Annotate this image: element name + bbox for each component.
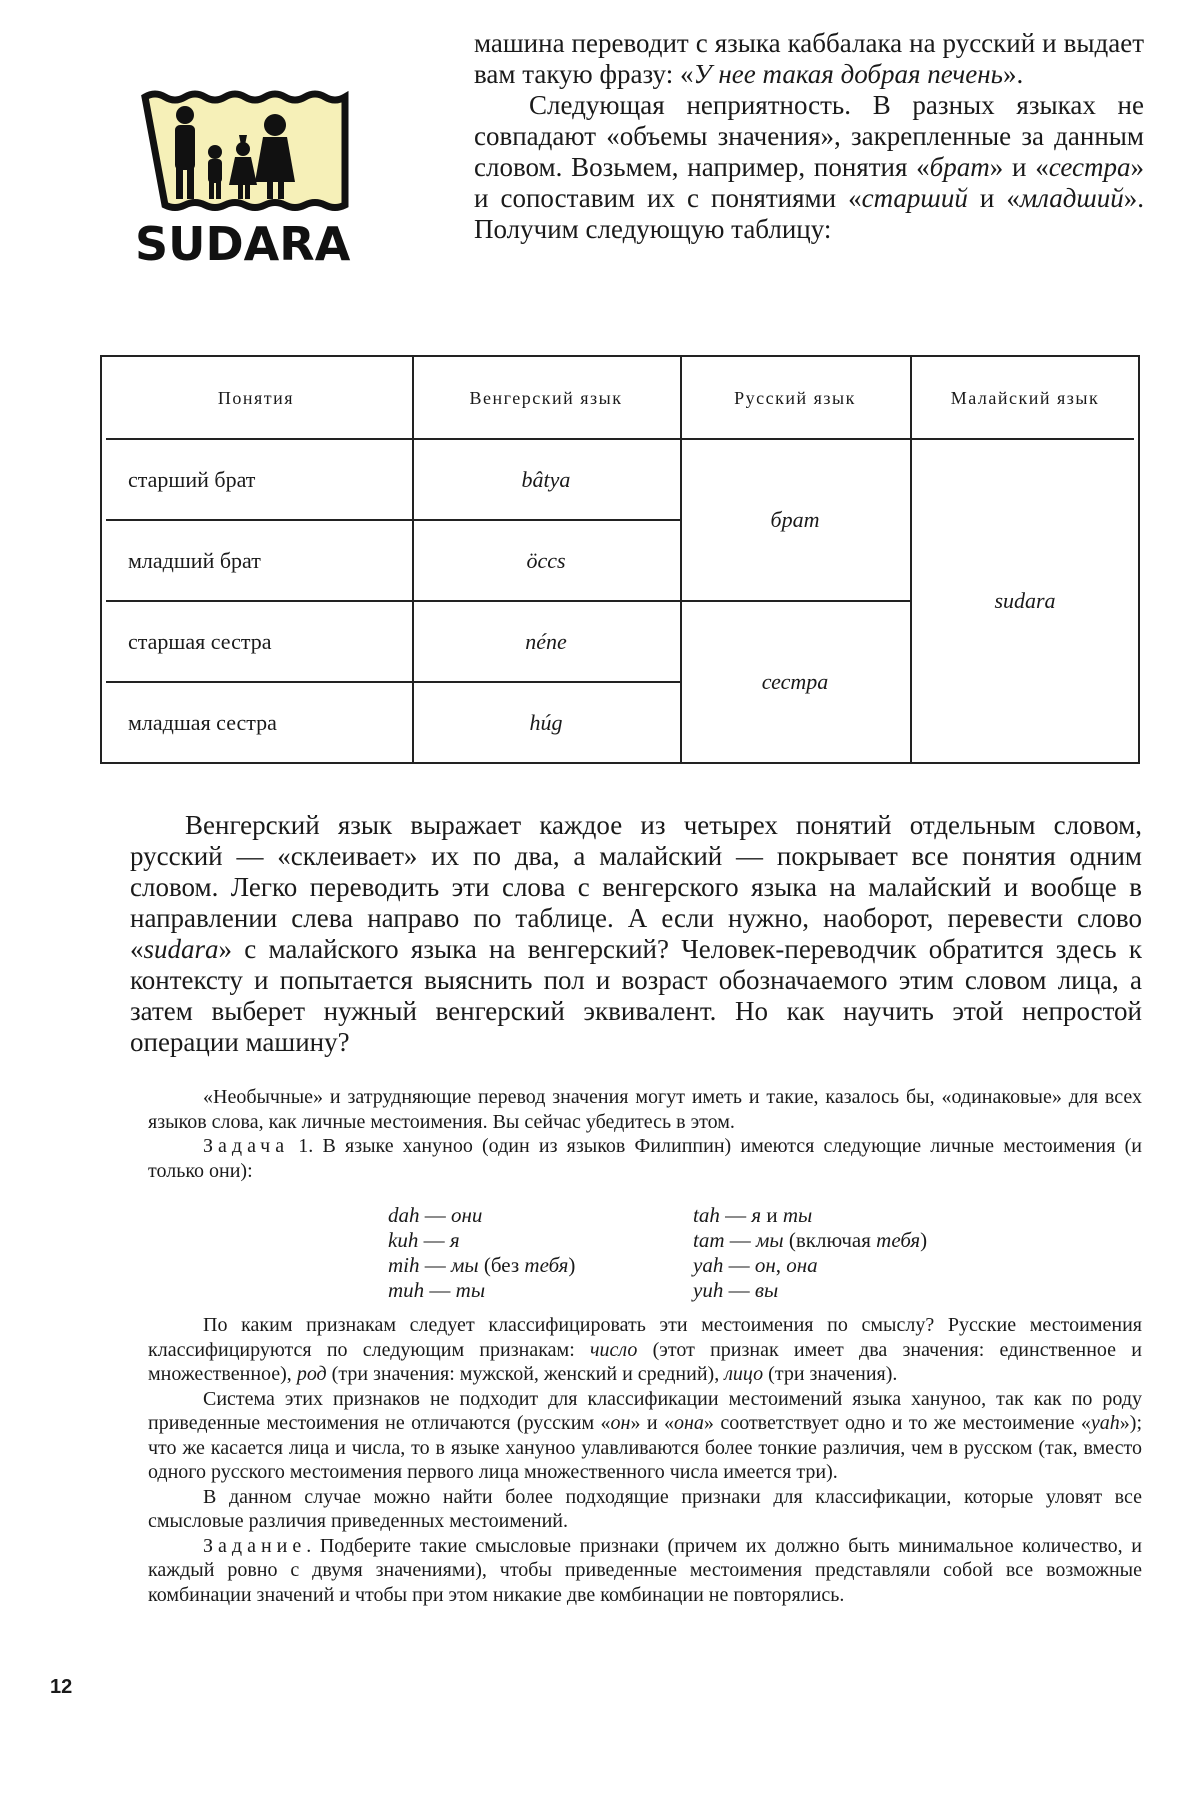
task-section bbox=[148, 1085, 1142, 1607]
concept-cell: младший брат bbox=[128, 548, 261, 573]
hungarian-cell: öccs bbox=[526, 548, 566, 573]
hint-paragraph: В данном случае можно найти более подходящие признаки для классификации, которые уловят все смысловые различия приведенных местоимений. bbox=[148, 1485, 1142, 1532]
header-russian: Русский язык bbox=[734, 388, 856, 408]
header-concepts: Понятия bbox=[217, 388, 295, 408]
task-intro: «Необычные» и затрудняющие перевод значения могут иметь и такие, казалось бы, «одинаковые» для всех языков слова, как личные местоимения. Вы сейчас убедитесь в этом. bbox=[148, 1086, 1142, 1133]
classification-paragraph: По каким признакам следует классифицировать эти местоимения по смыслу? Русские местоимения классифицируются по следующим признакам: число (этот признак имеет два значения: единственное и множественное), род (три значения: мужской, женский и средний), лицо (три значения). bbox=[148, 1314, 1143, 1385]
main-paragraph: Венгерский язык выражает каждое из четырех понятий отдельным словом, русский — «склеивает» их по два, а малайский — покрывает все понятия одним словом. Легко переводить эти слова с венгерского языка на малайский и вообще в направлении слева направо по таблице. А если нужно, наоборот, перевести слово «sudara» с малайского языка на венгерский? Человек-переводчик обратится здесь к контексту и попытается выяснить пол и возраст обозначаемого этим словом лица, а затем выберет нужный венгерский эквивалент. Но как научить этой непростой операции машину? bbox=[130, 810, 1142, 1057]
concept-cell: старшая сестра bbox=[128, 629, 272, 654]
intro-text bbox=[474, 28, 1144, 245]
hungarian-cell: bâtya bbox=[521, 467, 571, 492]
sudara-logo bbox=[135, 85, 395, 275]
pronouns-right: tah — я и ты tam — мы (включая тебя) yah — он, она yuh — вы bbox=[693, 1203, 928, 1302]
hungarian-cell: néne bbox=[525, 629, 567, 654]
concept-cell: младшая сестра bbox=[128, 710, 277, 735]
intro-paragraph-1: машина переводит с языка каббалака на русский и выдает вам такую фразу: «У нее такая добрая печень». bbox=[474, 28, 1144, 89]
russian-cell-sister: сестра bbox=[761, 669, 829, 694]
svg-text:SUDARA: SUDARA bbox=[135, 217, 351, 271]
malay-cell: sudara bbox=[994, 588, 1056, 613]
pronoun-list bbox=[148, 1183, 1142, 1313]
russian-cell-brother: брат bbox=[770, 507, 820, 532]
system-paragraph: Система этих признаков не подходит для классификации местоимений языка хануноо, так как по роду приведенные местоимения не отличаются (русским «он» и «она» соответствует одно и то же местоимение «yah»); что же касается лица и числа, то в языке хануноо улавливаются более тонкие различия, чем в русском (так, вместо одного русского местоимения первого лица множественного числа имеется три). bbox=[148, 1387, 1142, 1483]
hungarian-cell: húg bbox=[529, 710, 563, 735]
header-hungarian: Венгерский язык bbox=[469, 388, 623, 408]
pronouns-left: dah — они kuh — я mih — мы (без тебя) muh — ты bbox=[388, 1203, 576, 1302]
concept-cell: старший брат bbox=[128, 467, 256, 492]
task-1: Задача 1. В языке хануноо (один из языков Филиппин) имеются следующие личные местоимения (и только они): bbox=[148, 1135, 1142, 1182]
header-malay: Малайский язык bbox=[950, 388, 1100, 408]
intro-paragraph-2: Следующая неприятность. В разных языках не совпадают «объемы значения», закрепленные за данным словом. Возьмем, например, понятия «брат» и «сестра» и сопоставим их с понятиями «старший и «младший». Получим следующую таблицу: bbox=[474, 90, 1144, 244]
assignment-paragraph: Задание. Подберите такие смысловые признаки (причем их должно быть минимальное количество, и каждый ровно с двумя значениями), чтобы приведенные местоимения представляли собой все возможные комбинации значений и чтобы при этом никакие две комбинации не повторялись. bbox=[148, 1534, 1142, 1606]
page-number: 12 bbox=[50, 1676, 73, 1698]
concepts-table bbox=[100, 355, 1140, 764]
